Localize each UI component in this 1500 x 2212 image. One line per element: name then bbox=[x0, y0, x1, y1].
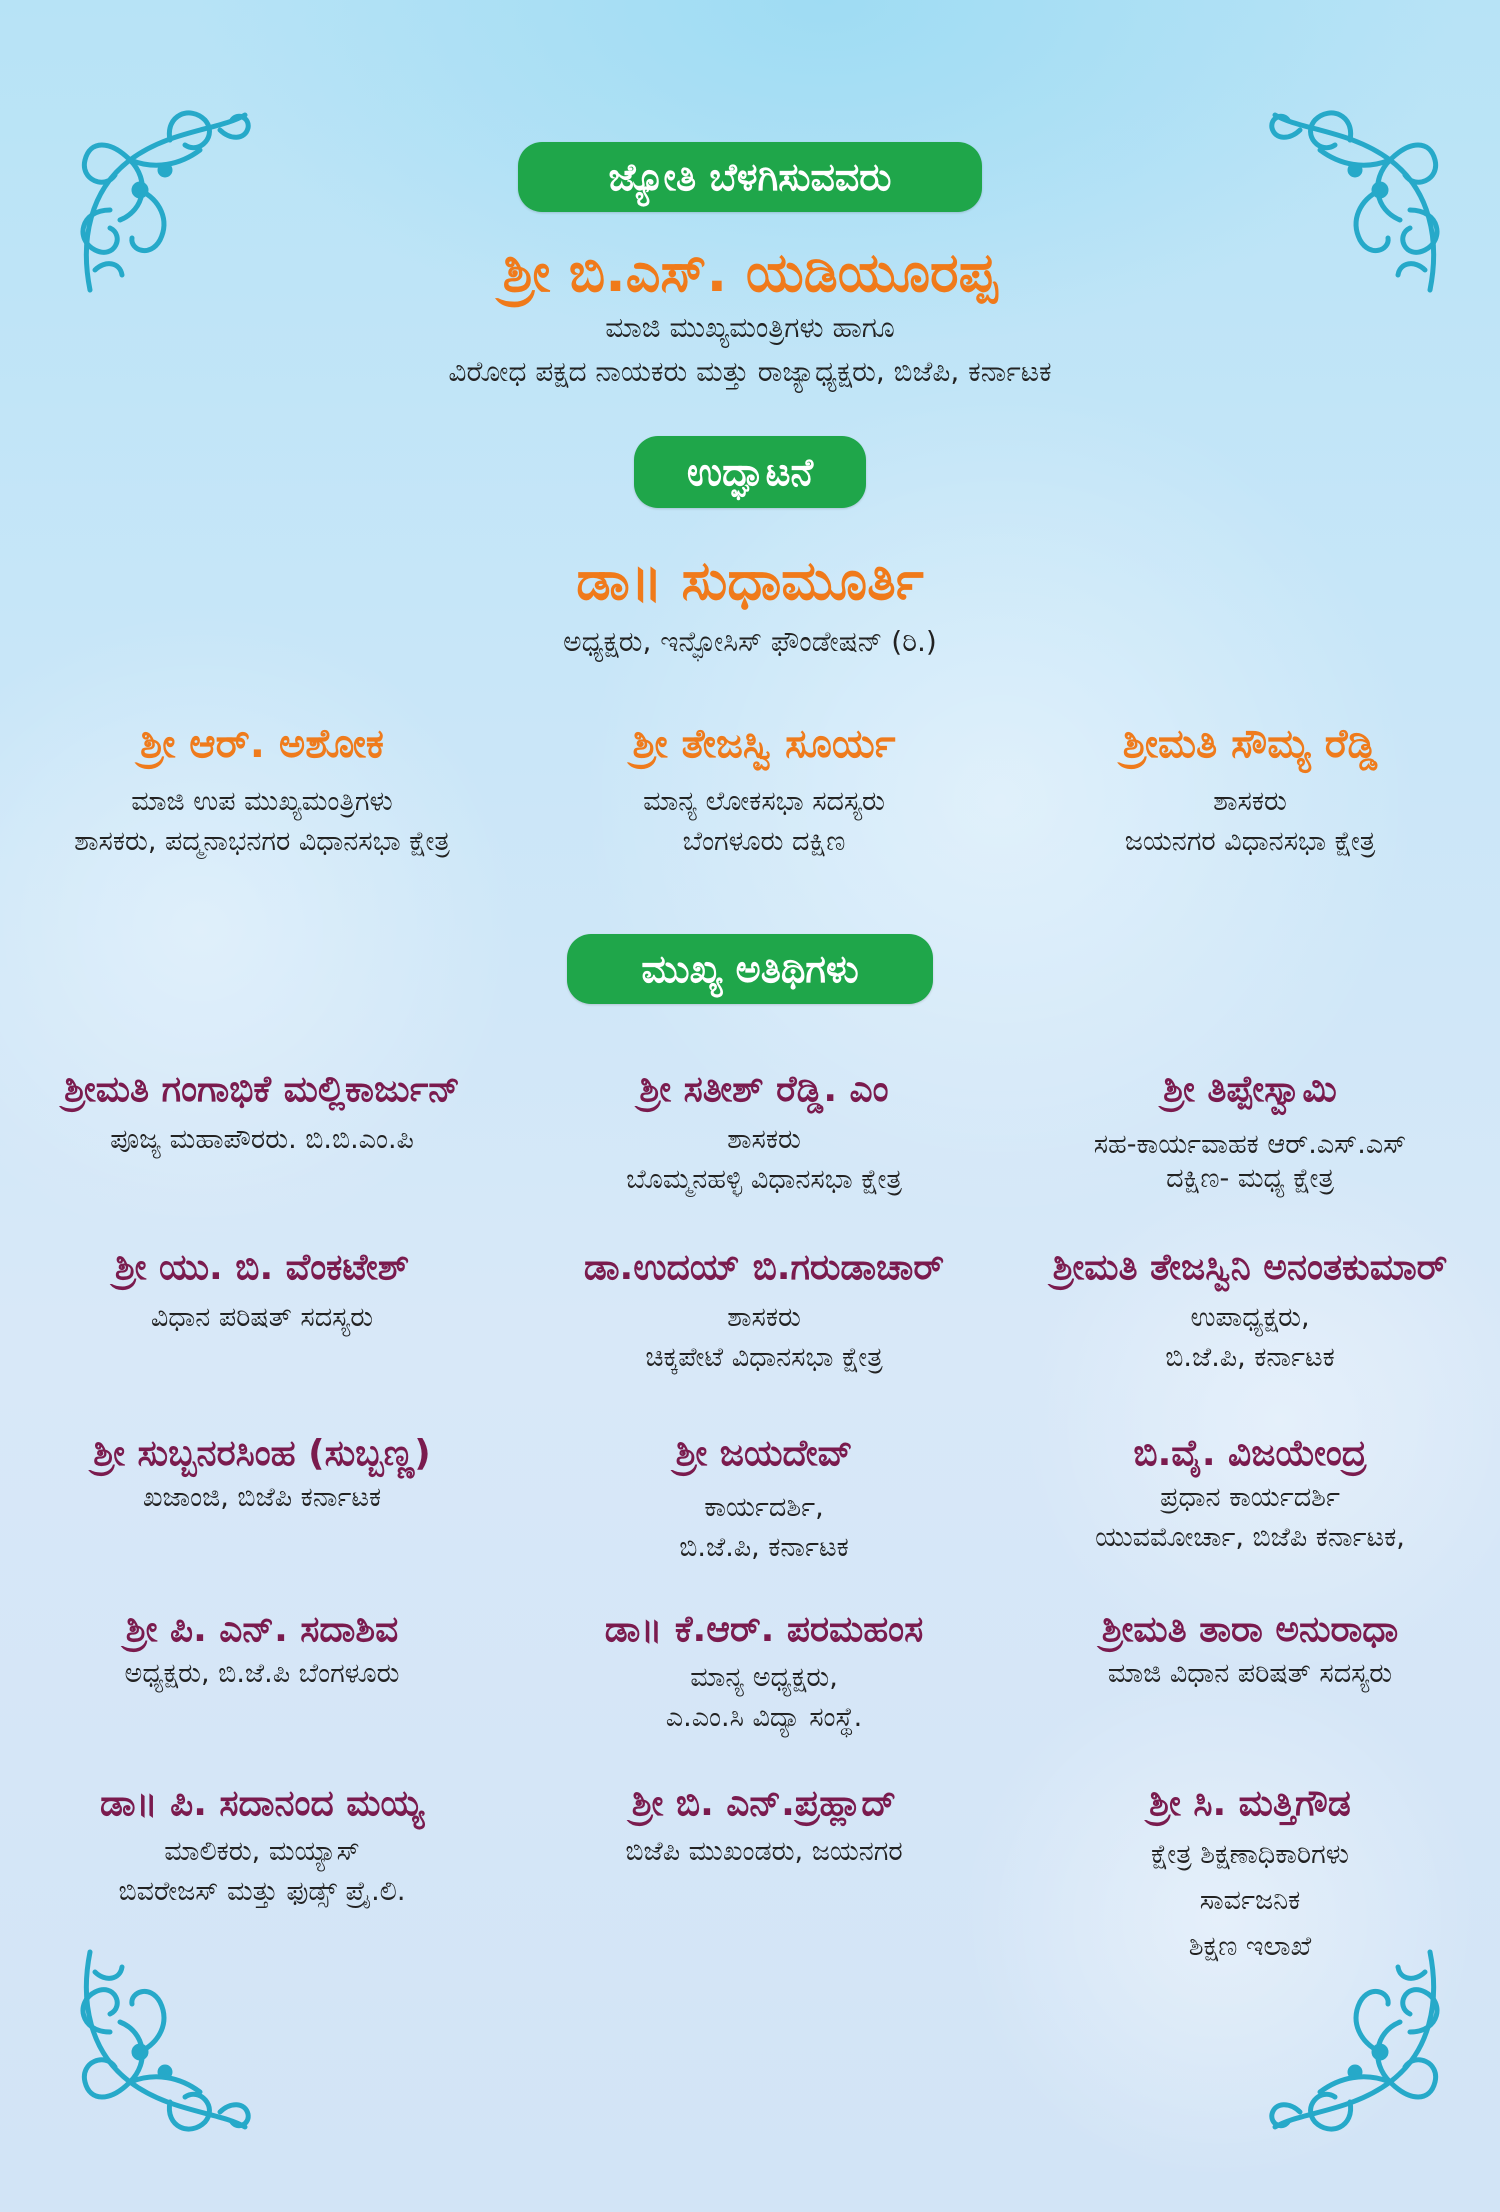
lamp-lighting-guest-name: ಶ್ರೀ ಬಿ.ಎಸ್. ಯಡಿಯೂರಪ್ಪ bbox=[502, 241, 998, 304]
guest-title: ಪ್ರಧಾನ ಕಾರ್ಯದರ್ಶಿ bbox=[1160, 1482, 1340, 1513]
guest-title: ಮಾನ್ಯ ಅಧ್ಯಕ್ಷರು, bbox=[690, 1662, 838, 1693]
inauguration-guest-name: ಡಾ॥ ಸುಧಾಮೂರ್ತಿ bbox=[576, 549, 924, 612]
dignitary-name: ಶ್ರೀಮತಿ ಸೌಮ್ಯ ರೆಡ್ಡಿ bbox=[1122, 721, 1378, 767]
dignitary-card bbox=[1000, 718, 1500, 862]
guest-card bbox=[514, 1244, 1014, 1378]
dignitary-title: ಜಯನಗರ ವಿಧಾನಸಭಾ ಕ್ಷೇತ್ರ bbox=[1124, 826, 1376, 857]
guest-title: ಅಧ್ಯಕ್ಷರು, ಬಿ.ಜೆ.ಪಿ ಬೆಂಗಳೂರು bbox=[124, 1658, 400, 1689]
guest-title: ಸಾರ್ವಜನಿಕ bbox=[1199, 1885, 1301, 1916]
inauguration-guest-title: ಅಧ್ಯಕ್ಷರು, ಇನ್ಫೋಸಿಸ್ ಫೌಂಡೇಷನ್ (ರಿ.) bbox=[563, 625, 937, 658]
guest-title: ಮಾಲಿಕರು, ಮಯ್ಯಾಸ್ bbox=[164, 1836, 360, 1867]
guest-name: ಶ್ರೀ ತಿಪ್ಪೇಸ್ವಾಮಿ bbox=[1163, 1069, 1337, 1110]
guest-name: ಶ್ರೀ ಸತೀಶ್ ರೆಡ್ಡಿ. ಎಂ bbox=[639, 1069, 889, 1110]
guest-title: ಚಿಕ್ಕಪೇಟೆ ವಿಧಾನಸಭಾ ಕ್ಷೇತ್ರ bbox=[645, 1342, 883, 1373]
lamp-lighting-guest-title-2: ವಿರೋಧ ಪಕ್ಷದ ನಾಯಕರು ಮತ್ತು ರಾಜ್ಯಾಧ್ಯಕ್ಷರು, ಬಿಜೆಪಿ, ಕರ್ನಾಟಕ bbox=[448, 355, 1052, 388]
floral-ornament-icon bbox=[1260, 1942, 1450, 2142]
dignitary-name: ಶ್ರೀ ಆರ್. ಅಶೋಕ bbox=[140, 721, 384, 767]
guest-name: ಶ್ರೀಮತಿ ಗಂಗಾಭಿಕೆ ಮಲ್ಲಿಕಾರ್ಜುನ್ bbox=[64, 1069, 460, 1110]
guest-name: ಶ್ರೀ ಸುಬ್ಬನರಸಿಂಹ (ಸುಬ್ಬಣ್ಣ) bbox=[93, 1433, 431, 1474]
guest-name: ಶ್ರೀ ಜಯದೇವ್ bbox=[675, 1433, 853, 1474]
dignitary-title: ಶಾಸಕರು, ಪದ್ಮನಾಭನಗರ ವಿಧಾನಸಭಾ ಕ್ಷೇತ್ರ bbox=[74, 826, 450, 857]
guest-card bbox=[514, 1430, 1014, 1568]
guest-name: ಶ್ರೀ ಪಿ. ಎನ್. ಸದಾಶಿವ bbox=[125, 1609, 399, 1650]
guest-name: ಡಾ.ಉದಯ್ ಬಿ.ಗರುಡಾಚಾರ್ bbox=[583, 1247, 945, 1288]
guest-card bbox=[12, 1244, 512, 1338]
lamp-lighting-heading: ಜ್ಯೋತಿ ಬೆಳಗಿಸುವವರು bbox=[518, 142, 982, 212]
dignitary-title: ಮಾನ್ಯ ಲೋಕಸಭಾ ಸದಸ್ಯರು bbox=[643, 786, 885, 817]
guest-title: ಸಹ-ಕಾರ್ಯವಾಹಕ ಆರ್.ಎಸ್.ಎಸ್ bbox=[1093, 1129, 1407, 1160]
guest-title: ಯುವಮೋರ್ಚಾ, ಬಿಜೆಪಿ ಕರ್ನಾಟಕ, bbox=[1095, 1522, 1405, 1553]
guest-name: ಡಾ॥ ಕೆ.ಆರ್. ಪರಮಹಂಸ bbox=[604, 1609, 924, 1650]
guest-card bbox=[1000, 1606, 1500, 1694]
guest-card bbox=[12, 1066, 512, 1160]
inauguration-heading: ಉದ್ಘಾಟನೆ bbox=[634, 436, 866, 508]
guest-title: ಶಾಸಕರು bbox=[727, 1302, 801, 1333]
guest-name: ಶ್ರೀ ಸಿ. ಮತ್ತಿಗೌಡ bbox=[1149, 1783, 1351, 1824]
guest-title: ಕಾರ್ಯದರ್ಶಿ, bbox=[704, 1492, 824, 1523]
dignitary-title: ಬೆಂಗಳೂರು ದಕ್ಷಿಣ bbox=[682, 826, 846, 857]
guest-card bbox=[1000, 1780, 1500, 1970]
guest-name: ಬಿ.ವೈ. ವಿಜಯೇಂದ್ರ bbox=[1133, 1433, 1367, 1474]
guest-title: ಎ.ಎಂ.ಸಿ ವಿದ್ಯಾ ಸಂಸ್ಥೆ. bbox=[665, 1702, 863, 1733]
guest-card bbox=[1000, 1430, 1500, 1558]
guest-title: ಬಿಜೆಪಿ ಮುಖಂಡರು, ಜಯನಗರ bbox=[625, 1836, 903, 1867]
guest-title: ದಕ್ಷಿಣ- ಮಧ್ಯ ಕ್ಷೇತ್ರ bbox=[1166, 1163, 1334, 1194]
guest-title: ಶಾಸಕರು bbox=[727, 1124, 801, 1155]
guest-card bbox=[12, 1430, 512, 1518]
chief-guests-heading: ಮುಖ್ಯ ಅತಿಥಿಗಳು bbox=[567, 934, 933, 1004]
floral-ornament-icon bbox=[70, 1942, 260, 2142]
guest-title: ಪೂಜ್ಯ ಮಹಾಪೌರರು. ಬಿ.ಬಿ.ಎಂ.ಪಿ bbox=[110, 1124, 414, 1155]
guest-card bbox=[514, 1606, 1014, 1738]
guest-title: ವಿಧಾನ ಪರಿಷತ್ ಸದಸ್ಯರು bbox=[150, 1302, 374, 1333]
guest-card bbox=[1000, 1244, 1500, 1378]
guest-name: ಶ್ರೀಮತಿ ತಾರಾ ಅನುರಾಧಾ bbox=[1101, 1609, 1399, 1650]
guest-card bbox=[1000, 1066, 1500, 1196]
dignitary-title: ಮಾಜಿ ಉಪ ಮುಖ್ಯಮಂತ್ರಿಗಳು bbox=[131, 786, 393, 817]
guest-name: ಡಾ॥ ಪಿ. ಸದಾನಂದ ಮಯ್ಯ bbox=[99, 1783, 424, 1824]
dignitary-name: ಶ್ರೀ ತೇಜಸ್ವಿ ಸೂರ್ಯ bbox=[632, 721, 896, 767]
dignitary-card bbox=[12, 718, 512, 862]
guest-title: ಬಿ.ಜೆ.ಪಿ, ಕರ್ನಾಟಕ bbox=[1165, 1342, 1335, 1373]
guest-name: ಶ್ರೀಮತಿ ತೇಜಸ್ವಿನಿ ಅನಂತಕುಮಾರ್ bbox=[1052, 1247, 1448, 1288]
dignitary-card bbox=[514, 718, 1014, 862]
guest-title: ಶಿಕ್ಷಣ ಇಲಾಖೆ bbox=[1188, 1931, 1312, 1962]
guest-title: ಮಾಜಿ ವಿಧಾನ ಪರಿಷತ್ ಸದಸ್ಯರು bbox=[1107, 1658, 1393, 1689]
guest-card bbox=[514, 1066, 1014, 1200]
guest-title: ಬಿ.ಜೆ.ಪಿ, ಕರ್ನಾಟಕ bbox=[679, 1532, 849, 1563]
guest-title: ಬೊಮ್ಮನಹಳ್ಳಿ ವಿಧಾನಸಭಾ ಕ್ಷೇತ್ರ bbox=[626, 1164, 902, 1195]
guest-title: ಕ್ಷೇತ್ರ ಶಿಕ್ಷಣಾಧಿಕಾರಿಗಳು bbox=[1151, 1839, 1349, 1870]
guest-name: ಶ್ರೀ ಯು. ಬಿ. ವೆಂಕಟೇಶ್ bbox=[114, 1247, 410, 1288]
guest-title: ಉಪಾಧ್ಯಕ್ಷರು, bbox=[1190, 1302, 1310, 1333]
guest-name: ಶ್ರೀ ಬಿ. ಎನ್.ಪ್ರಹ್ಲಾದ್ bbox=[631, 1783, 897, 1824]
lamp-lighting-guest-title: ಮಾಜಿ ಮುಖ್ಯಮಂತ್ರಿಗಳು ಹಾಗೂ bbox=[605, 311, 895, 344]
guest-card bbox=[12, 1780, 512, 1912]
guest-card bbox=[12, 1606, 512, 1694]
dignitary-title: ಶಾಸಕರು bbox=[1213, 786, 1287, 817]
guest-title: ಬಿವರೇಜಸ್ ಮತ್ತು ಫುಡ್ಸ್ ಪ್ರೈ.ಲಿ. bbox=[118, 1876, 406, 1907]
guest-title: ಖಜಾಂಜಿ, ಬಿಜೆಪಿ ಕರ್ನಾಟಕ bbox=[142, 1482, 382, 1513]
guest-card bbox=[514, 1780, 1014, 1872]
